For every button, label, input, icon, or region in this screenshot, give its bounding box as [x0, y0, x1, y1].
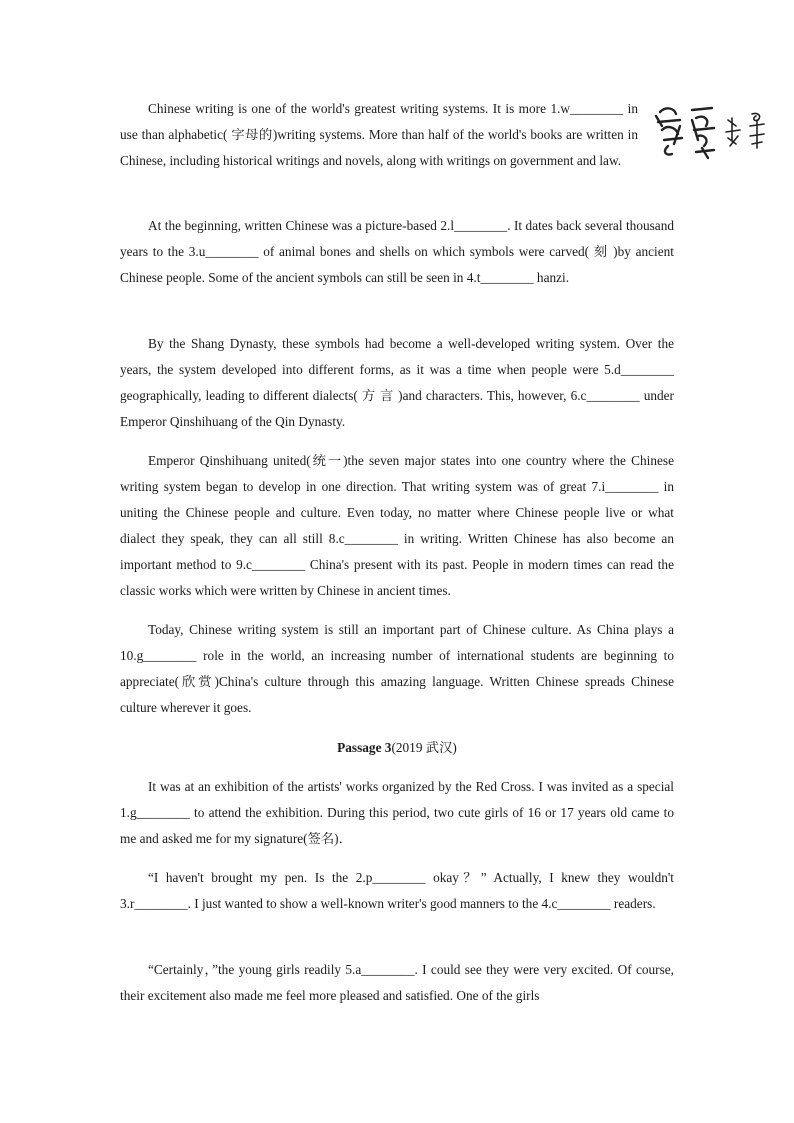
passage3-heading — [0, 738, 794, 758]
ancient-characters-illustration — [652, 100, 774, 160]
passage2-paragraph-1: Chinese writing is one of the world's greatest writing systems. It is more 1.w________ in use than alphabetic( 字母的)writing systems. More than half of the world's books are written in Chinese, including historical writings and novels, along with writings on government and law. — [120, 101, 638, 168]
passage2-paragraph-5: Today, Chinese writing system is still an important part of Chinese culture. As China plays a 10.g________ role in the world, an increasing number of international students are beginning to appreciate(欣赏)China's culture through this amazing language. Written Chinese spreads Chinese culture wherever it goes. — [120, 622, 674, 715]
passage3-paragraph-3: “Certainly，”the young girls readily 5.a________. I could see they were very excited. Of course, their excitement also made me feel more pleased and satisfied. One of the girls — [120, 962, 674, 1003]
passage3-paragraph-2: “I haven't brought my pen. Is the 2.p________ okay？” Actually, I knew they wouldn't 3.r________. I just wanted to show a well-known writer's good manners to the 4.c________ readers. — [120, 870, 674, 911]
passage2-paragraph-4: Emperor Qinshihuang united(统一)the seven major states into one country where the Chinese writing system began to develop in one direction. That writing system was of great 7.i________ in uniting the Chinese people and culture. Even today, no matter where Chinese people live or what dialect they speak, they can all still 8.c________ in writing. Written Chinese has also become an important method to 9.c________ China's present with its past. People in modern times can read the classic works which were written by Chinese in ancient times. — [120, 453, 674, 598]
passage2-paragraph-3: By the Shang Dynasty, these symbols had become a well-developed writing system. Over the years, the system developed into different forms, as it was a time when people were 5.d________ geographically, leading to different dialects( 方 言 )and characters. This, however, 6.c________ under Emperor Qinshihuang of the Qin Dynasty. — [120, 336, 674, 429]
passage3-heading-source: (2019 武汉) — [391, 740, 457, 755]
passage3-paragraph-1: It was at an exhibition of the artists' works organized by the Red Cross. I was invited as a special 1.g________ to attend the exhibition. During this period, two cute girls of 16 or 17 years old came to me and asked me for my signature(签名)． — [120, 779, 674, 846]
passage2-paragraph-2: At the beginning, written Chinese was a picture-based 2.l________. It dates back several thousand years to the 3.u________ of animal bones and shells on which symbols were carved( 刻 )by ancient Chinese people. Some of the ancient symbols can still be seen in 4.t________ hanzi. — [120, 218, 674, 285]
passage3-heading-label: Passage 3 — [337, 740, 392, 755]
